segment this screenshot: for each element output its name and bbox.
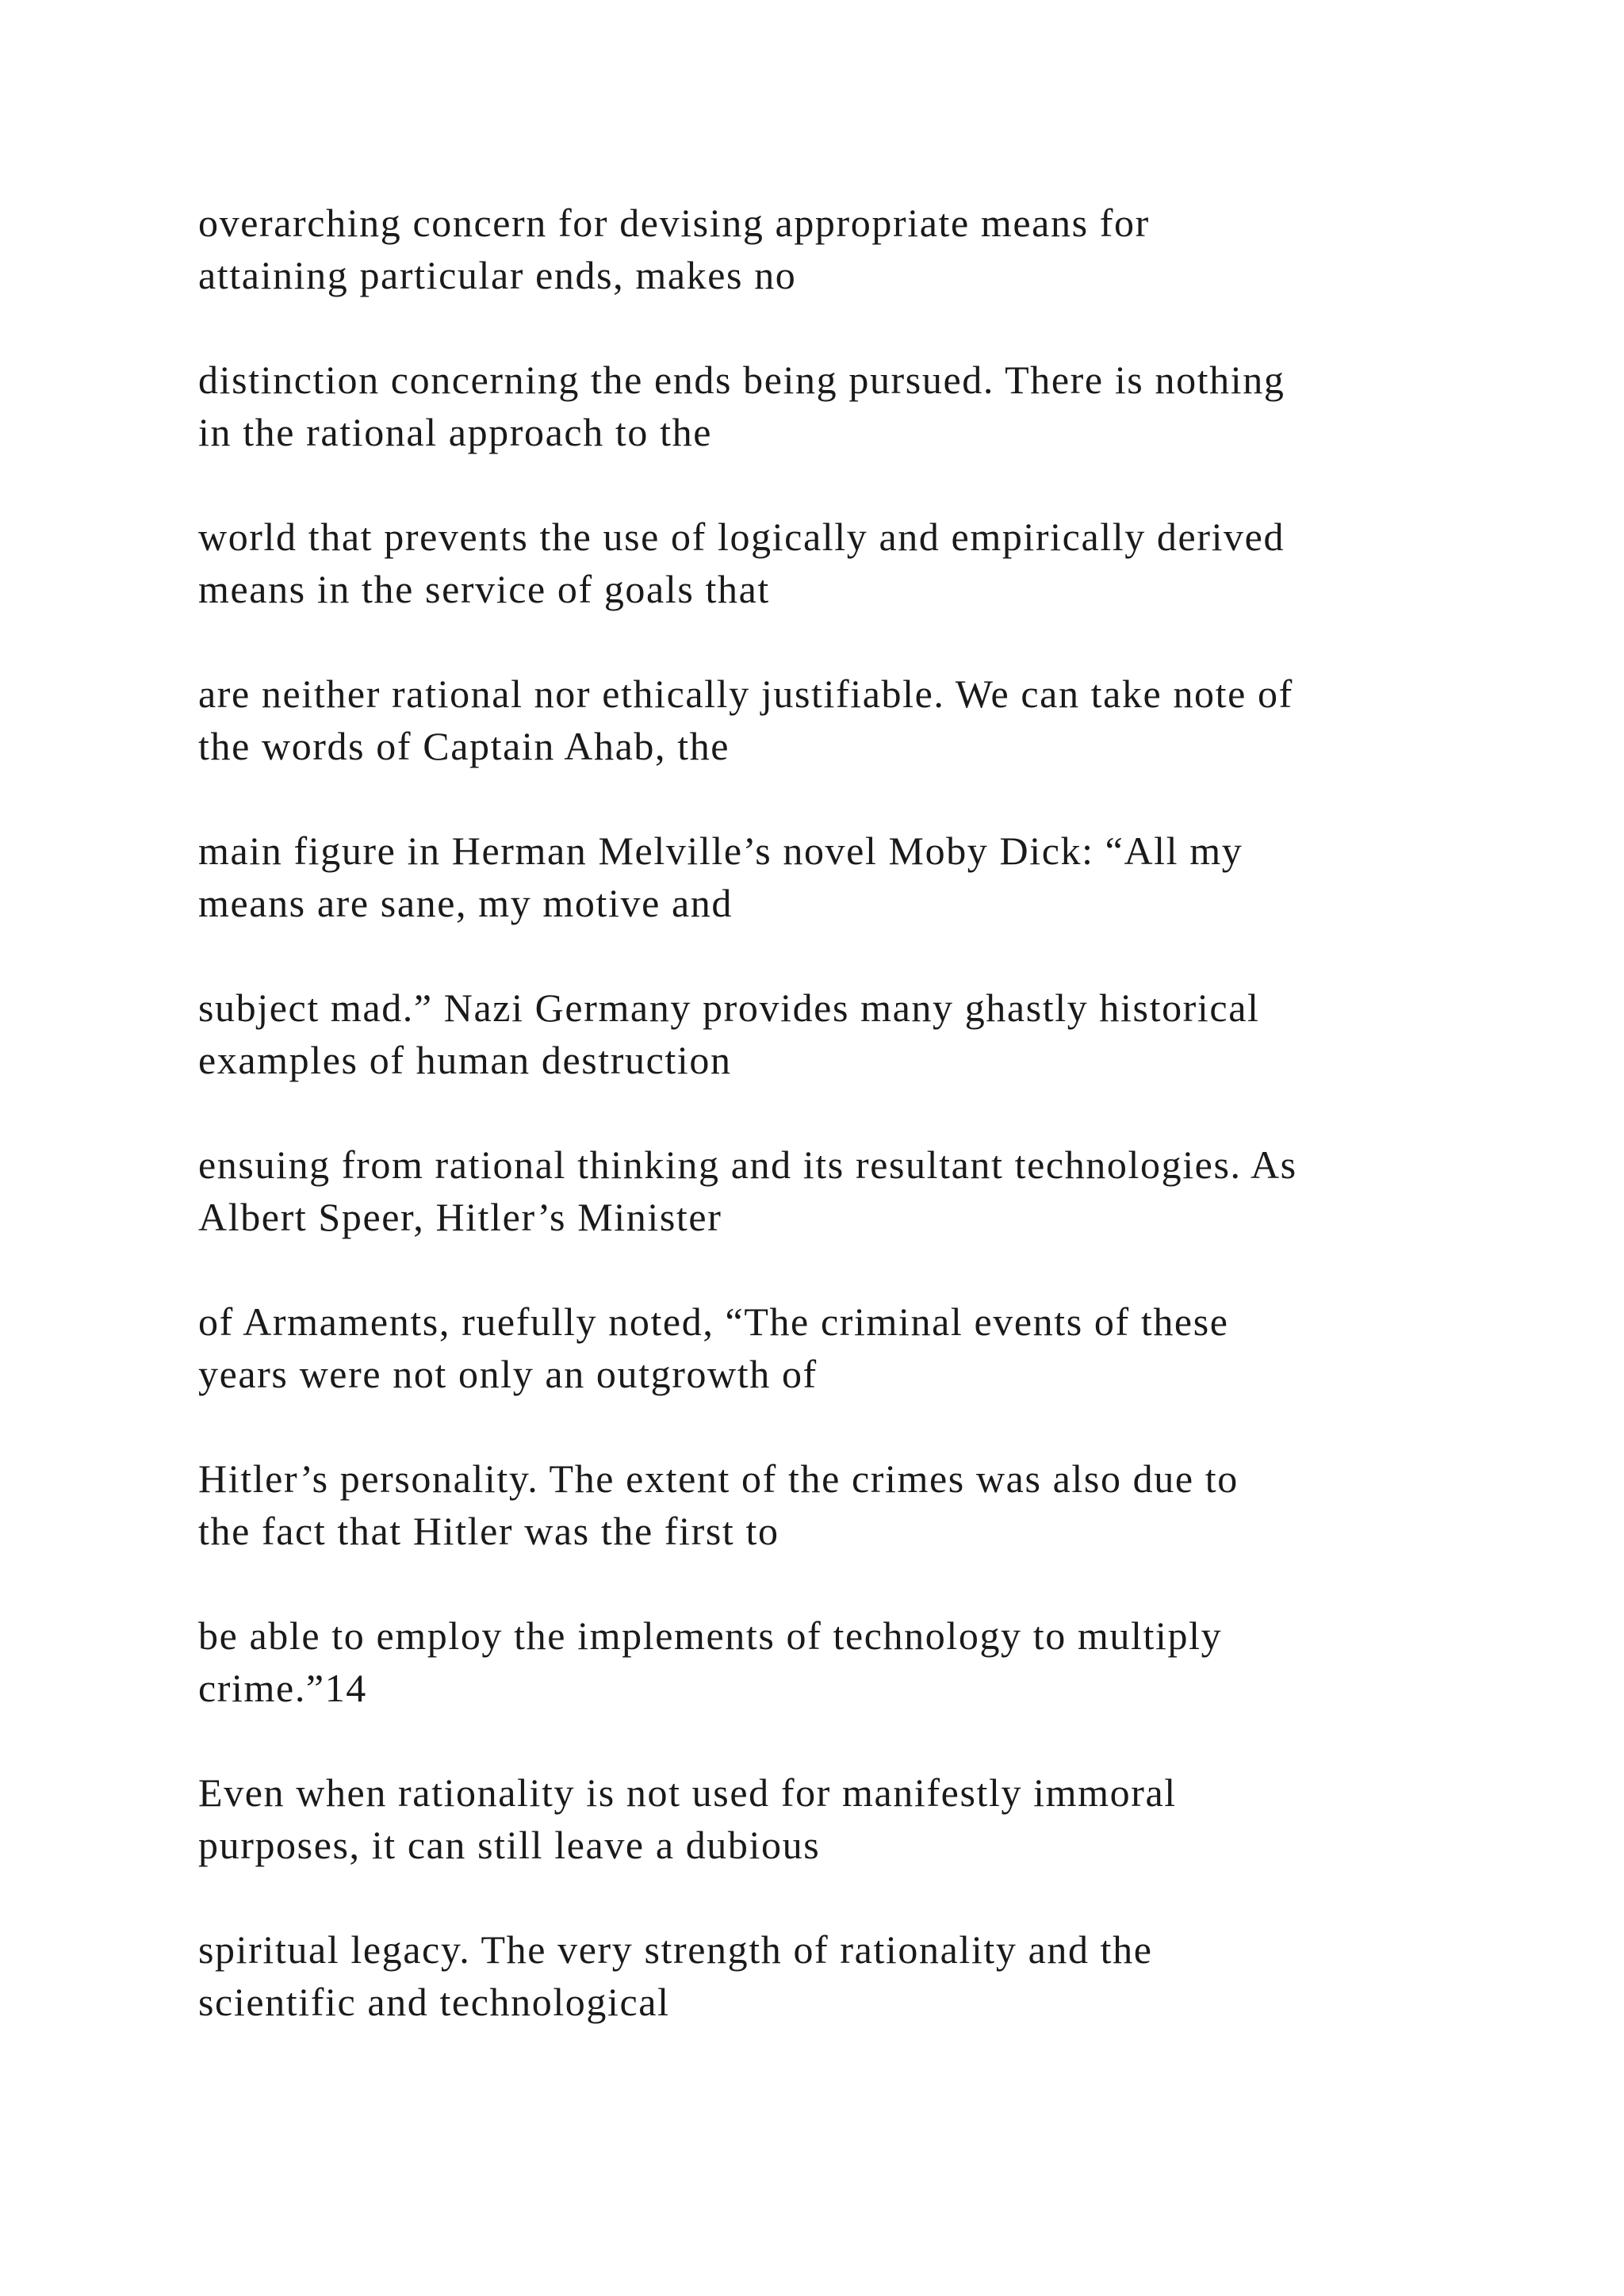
text-line: overarching concern for devising appropriate means for [198, 201, 1150, 245]
text-line: are neither rational nor ethically justifiable. We can take note of [198, 672, 1293, 716]
paragraph [198, 1609, 1499, 1714]
paragraph [198, 1923, 1499, 2028]
text-line: attaining particular ends, makes no [198, 253, 797, 297]
paragraph [198, 1138, 1499, 1243]
text-line: examples of human destruction [198, 1038, 732, 1082]
text-line: Hitler’s personality. The extent of the crimes was also due to [198, 1456, 1239, 1501]
text-line: means in the service of goals that [198, 567, 770, 611]
body-text [198, 197, 1499, 2080]
paragraph [198, 511, 1499, 615]
text-line: crime.”14 [198, 1666, 367, 1710]
text-line: subject mad.” Nazi Germany provides many ghastly historical [198, 985, 1260, 1030]
text-line: spiritual legacy. The very strength of rationality and the [198, 1927, 1153, 1972]
paragraph [198, 354, 1499, 458]
text-line: the fact that Hitler was the first to [198, 1509, 779, 1553]
text-line: Albert Speer, Hitler’s Minister [198, 1195, 722, 1239]
paragraph [198, 197, 1499, 301]
paragraph [198, 668, 1499, 772]
paragraph [198, 825, 1499, 929]
text-line: main figure in Herman Melville’s novel Moby Dick: “All my [198, 828, 1243, 873]
text-line: Even when rationality is not used for manifestly immoral [198, 1770, 1177, 1815]
text-line: the words of Captain Ahab, the [198, 724, 730, 768]
text-line: be able to employ the implements of technology to multiply [198, 1613, 1223, 1658]
text-line: ensuing from rational thinking and its resultant technologies. As [198, 1142, 1297, 1187]
paragraph [198, 1295, 1499, 1400]
text-line: world that prevents the use of logically and empirically derived [198, 515, 1285, 559]
text-line: distinction concerning the ends being pursued. There is nothing [198, 358, 1285, 402]
text-line: years were not only an outgrowth of [198, 1352, 818, 1396]
paragraph [198, 1766, 1499, 1871]
text-line: scientific and technological [198, 1980, 670, 2024]
text-line: in the rational approach to the [198, 410, 712, 454]
text-line: means are sane, my motive and [198, 881, 733, 925]
paragraph [198, 1452, 1499, 1557]
paragraph [198, 982, 1499, 1086]
text-line: of Armaments, ruefully noted, “The criminal events of these [198, 1299, 1229, 1344]
text-line: purposes, it can still leave a dubious [198, 1823, 821, 1867]
